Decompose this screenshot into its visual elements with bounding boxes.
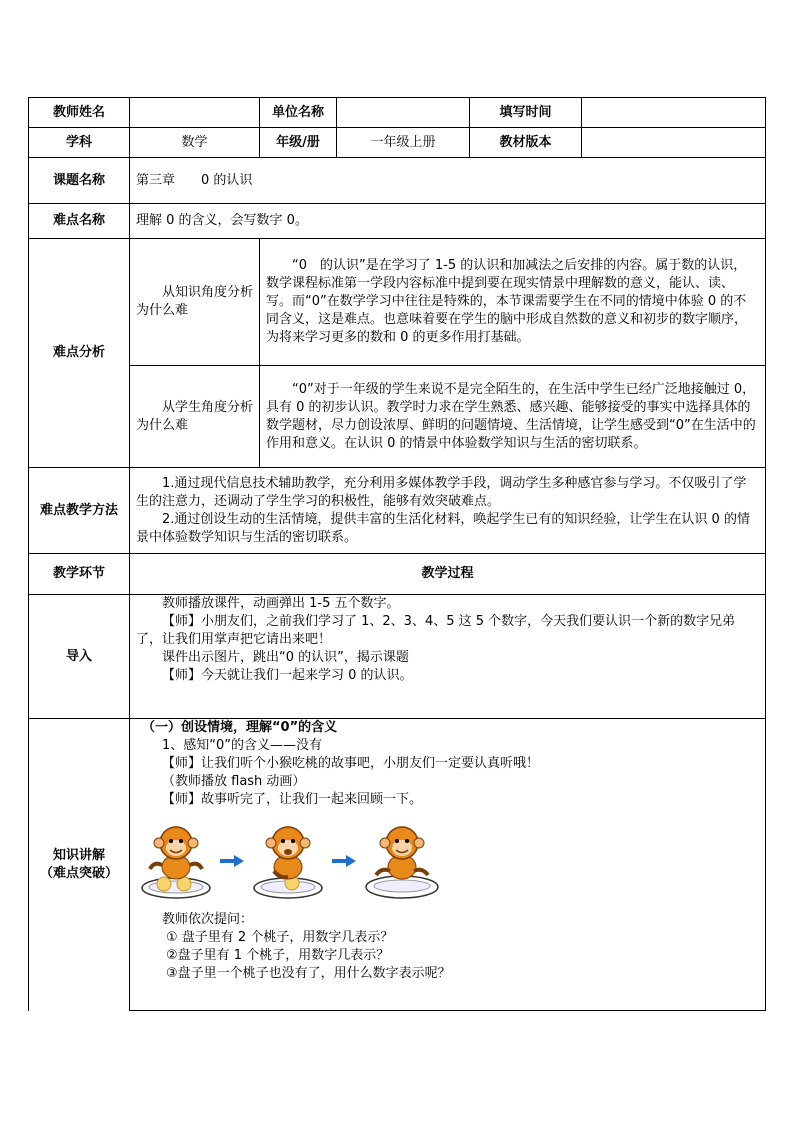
monkey-with-two-peaches-icon [140, 821, 212, 901]
teacher-label: 教师姓名 [29, 98, 130, 128]
analysis-label: 难点分析 [29, 239, 130, 468]
difficulty-label: 难点名称 [29, 204, 130, 239]
lesson-plan-table [28, 97, 766, 1011]
subject-label: 学科 [29, 128, 130, 158]
question-2: ②盘子里有 1 个桃子，用数字几表示？ [166, 948, 390, 963]
grade-label: 年级/册 [260, 128, 337, 158]
edition-label: 教材版本 [470, 128, 582, 158]
difficulty-value: 理解 0 的含义，会写数字 0。 [130, 204, 766, 239]
date-value [582, 98, 766, 128]
subject-value: 数学 [130, 128, 260, 158]
arrow-right-icon [220, 855, 244, 867]
knowledge-label: 知识讲解 （难点突破） [29, 719, 130, 1011]
question-1: ① 盘子里有 2 个桃子，用数字几表示？ [166, 930, 394, 945]
date-label: 填写时间 [470, 98, 582, 128]
lesson-value: 第三章 0 的认识 [130, 158, 766, 204]
question-3: ③盘子里一个桃子也没有了，用什么数字表示呢？ [166, 966, 451, 981]
knowledge-text: （一）创设情境，理解“0”的含义 1、感知“0”的含义——没有 【师】让我们听个小猴吃桃的故事吧，小朋友们一定要认真听哦！ （教师播放 flash 动画） 【师】故事听完了，让我们一起来回顾一下。 教师依次提问： ① 盘子里有 2 个桃子，用数字几表示？ ②盘子里有 1 个桃子，用数字几表示？ ③盘子里一个桃子也没有了，用什么数字表示呢？ [130, 719, 766, 1011]
steps-label: 教学环节 [29, 554, 130, 595]
teacher-value [130, 98, 260, 128]
unit-value [337, 98, 470, 128]
monkey-with-one-peach-icon [252, 821, 324, 901]
method-text: 1.通过现代信息技术辅助教学，充分利用多媒体教学手段，调动学生多种感官参与学习。不仅吸引了学生的注意力，还调动了学生学习的积极性，能够有效突破难点。 2.通过创设生动的生活情境，提供丰富的生活化材料，唤起学生已有的知识经验，让学生在认识 0 的情景中体验数学知识与生活的密切联系。 [130, 468, 766, 554]
grade-value: 一年级上册 [337, 128, 470, 158]
unit-label: 单位名称 [260, 98, 337, 128]
student-angle-text: “0”对于一年级的学生来说不是完全陌生的，在生活中学生已经广泛地接触过 0，具有 0 的初步认识。教学时力求在学生熟悉、感兴趣、能够接受的事实中选择具体的数学题材，尽力创设浓厚、鲜明的问题情境、生活情境，让学生感受到“0”在生活中的作用和意义。在认识 0 的情景中体验数学知识与生活的密切联系。 [260, 366, 766, 468]
student-angle-label: 从学生角度分析为什么难 [130, 366, 260, 468]
monkey-with-empty-plate-icon [364, 821, 440, 901]
knowledge-angle-text: “0 的认识”是在学习了 1-5 的认识和加减法之后安排的内容。属于数的认识，数学课程标准第一学段内容标准中提到要在现实情景中理解数的意义，能认、读、写。而“0”在数学学习中往往是特殊的，本节课需要学生在不同的情境中体验 0 的不同含义，这是难点。也意味着要在学生的脑中形成自然数的意义和初步的数字顺序，为将来学习更多的数和 0 的更多作用打基础。 [260, 239, 766, 366]
knowledge-angle-label: 从知识角度分析为什么难 [130, 239, 260, 366]
monkey-peach-illustration [140, 821, 759, 901]
edition-value [582, 128, 766, 158]
intro-label: 导入 [29, 595, 130, 719]
section-heading: （一）创设情境，理解“0”的含义 [142, 720, 338, 735]
arrow-right-icon [332, 855, 356, 867]
process-label: 教学过程 [130, 554, 766, 595]
lesson-label: 课题名称 [29, 158, 130, 204]
method-label: 难点教学方法 [29, 468, 130, 554]
intro-text: 教师播放课件，动画弹出 1-5 五个数字。 【师】小朋友们，之前我们学习了 1、2、3、4、5 这 5 个数字，今天我们要认识一个新的数字兄弟了，让我们用掌声把它请出来吧！ 课件出示图片，跳出“0 的认识”，揭示课题 【师】今天就让我们一起来学习 0 的认识。 [130, 595, 766, 719]
